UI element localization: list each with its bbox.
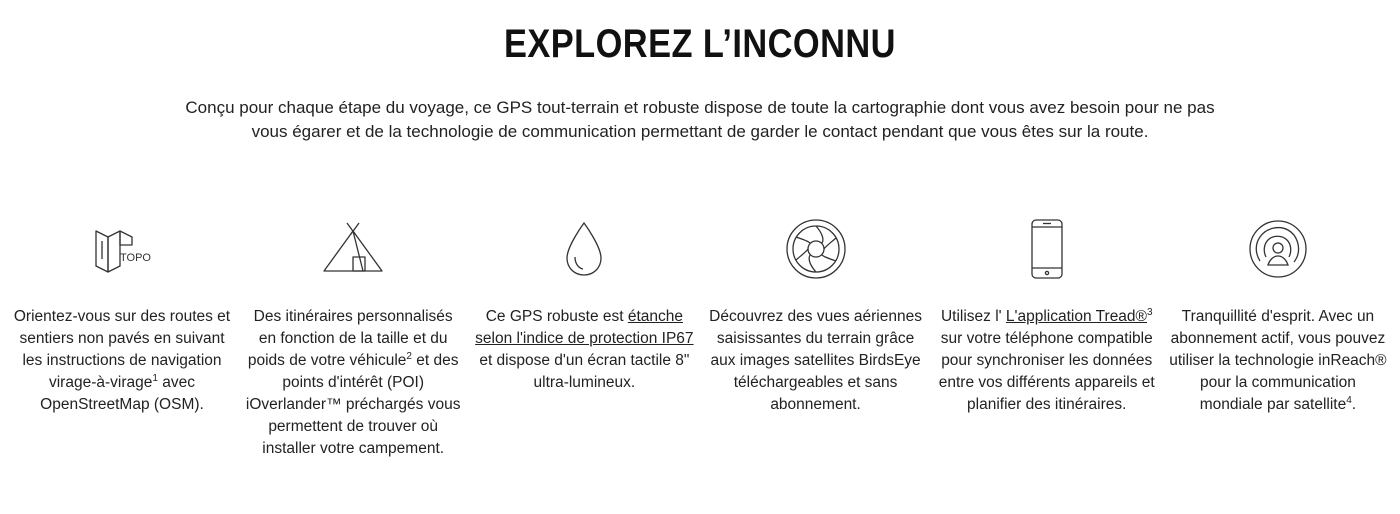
feature-tread-app [937, 214, 1157, 460]
feature-tread-app-text [937, 306, 1157, 416]
feature-inreach-text-part1: Tranquillité d'esprit. Avec un abonnement actif, vous pouvez utiliser la technologie inReach® pour la communication mondiale par satellite [1169, 308, 1387, 413]
feature-birdseye-text-part1: Découvrez des vues aériennes saisissantes du terrain grâce aux images satellites BirdsEye téléchargeables et sans abonnement. [709, 308, 922, 413]
inreach-signal-icon [1243, 214, 1313, 284]
feature-waterproof [474, 214, 694, 460]
footnote-1[interactable]: 1 [152, 372, 158, 384]
feature-waterproof-text [474, 306, 694, 394]
tread-app-link[interactable]: L'application Tread® [1005, 308, 1147, 325]
ip67-link[interactable]: étanche selon l'indice de protection IP67 [475, 308, 694, 347]
feature-tent [243, 214, 463, 460]
feature-topo-text-part1: Orientez-vous sur des routes et sentiers non pavés en suivant les instructions de navigation virage-à-virage [13, 308, 231, 391]
intro-paragraph: Conçu pour chaque étape du voyage, ce GPS tout-terrain et robuste dispose de toute la cartographie dont vous avez besoin pour ne pas vous égarer et de la technologie de communication permettant de garder le contact pendant que vous êtes sur la route. [185, 98, 1215, 141]
feature-birdseye [706, 214, 926, 460]
feature-inreach-text [1168, 306, 1388, 416]
feature-waterproof-text-part2: et dispose d'un écran tactile 8" ultra-lumineux. [479, 352, 690, 391]
feature-tent-text-part2: et des points d'intérêt (POI) iOverlander™ préchargés vous permettent de trouver où installer votre campement. [245, 352, 461, 457]
feature-tent-text-part1: Des itinéraires personnalisés en fonction de la taille et du poids de votre véhicule [247, 308, 453, 369]
features-row [12, 214, 1388, 460]
feature-tread-app-text-part2: sur votre téléphone compatible pour synchroniser les données entre vos différents appareils et planifier des itinéraires. [938, 330, 1155, 413]
topo-icon-label: TOPO [120, 252, 151, 264]
feature-topo-text [12, 306, 232, 416]
feature-inreach [1168, 214, 1388, 460]
water-drop-icon [549, 214, 619, 284]
page-title: EXPLOREZ L’INCONNU [504, 22, 896, 66]
tent-icon [318, 214, 388, 284]
footnote-3[interactable]: 3 [1146, 306, 1153, 318]
feature-birdseye-text [706, 306, 926, 416]
feature-topo [12, 214, 232, 460]
topo-map-icon [87, 214, 157, 284]
satellite-aperture-icon [781, 214, 851, 284]
feature-inreach-text-part2: . [1351, 396, 1357, 413]
feature-topo-text-part2: avec OpenStreetMap (OSM). [40, 374, 204, 413]
feature-waterproof-text-part1: Ce GPS robuste est [485, 308, 628, 325]
smartphone-icon [1012, 214, 1082, 284]
footnote-2[interactable]: 2 [406, 350, 412, 362]
feature-tent-text [243, 306, 463, 460]
footnote-4[interactable]: 4 [1346, 394, 1352, 406]
feature-tread-app-text-part1: Utilisez l' [940, 308, 1006, 325]
